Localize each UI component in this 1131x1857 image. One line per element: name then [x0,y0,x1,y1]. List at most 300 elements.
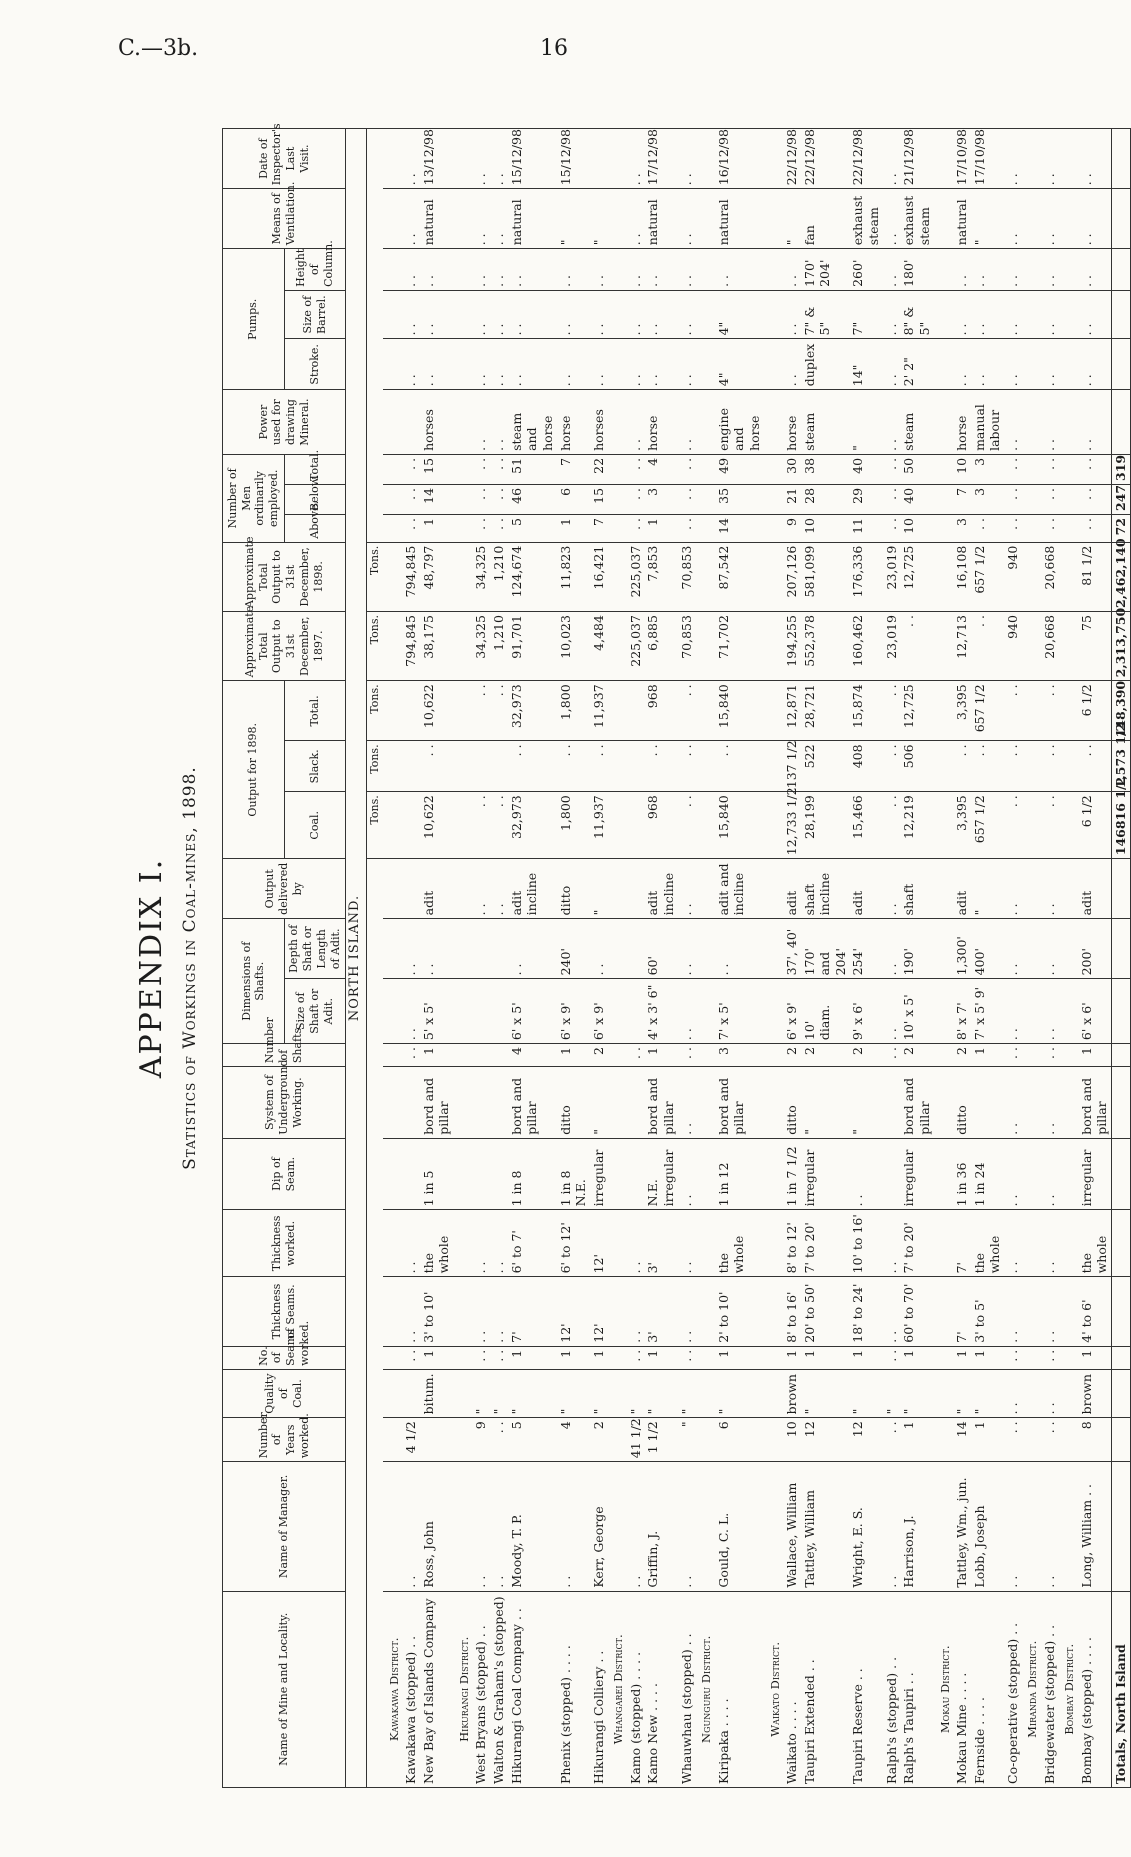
cell-name: Kamo (stopped) . . . . [627,1591,645,1787]
cell-below: 21 [783,484,801,514]
cell-a1898: 1,210 [490,542,508,611]
cell-thick: 20' to 50' [801,1277,850,1346]
cell-depth: 190' [900,919,933,979]
cell-total: 968 [644,681,677,741]
cell-column: . . [644,249,677,291]
cell-system [971,1067,1004,1139]
cell-manager: Griffin, J. [644,1462,677,1591]
cell-date: . . [1004,129,1022,189]
cell-system [627,1067,645,1139]
empty-cell [1021,681,1040,741]
cell-delivered: ditto [557,859,590,919]
cell-power: horse [953,390,971,455]
empty-cell [934,792,953,859]
empty-cell [383,612,402,681]
cell-quality: . . [1004,1369,1022,1418]
cell-above: . . [678,515,696,543]
cell-name: Kiripaka . . . . [715,1591,764,1787]
cell-years: 12 [849,1418,882,1462]
cell-stroke: . . [557,339,590,390]
cell-mtotal: . . [1004,454,1022,484]
cell-slack: . . [590,741,608,792]
cell-date: . . [1041,129,1059,189]
empty-cell [453,290,472,339]
cell-barrel: . . [508,290,557,339]
cell-system [402,1067,420,1139]
cell-delivered [402,859,420,919]
cell-dip: 1 in 12 [715,1138,764,1210]
cell-years: 4 1/2 [402,1418,420,1462]
total-total: 148,390 [1112,681,1131,741]
cell-seams: . . [678,1346,696,1369]
cell-thick: 3' to 5' [971,1277,1004,1346]
mine-row [1004,129,1022,1788]
header-approx-1897: Approximate Total Output to 31st December, 1897. [223,612,346,681]
empty-cell [764,129,783,189]
cell-manager: Harrison, J. [900,1462,933,1591]
mine-row [801,129,850,1788]
empty-cell [695,542,714,611]
cell-years: 1 [900,1418,933,1462]
cell-above: . . [402,515,420,543]
cell-mtotal: 49 [715,454,764,484]
cell-barrel: 8" & 5" [900,290,933,339]
cell-date: 15/12/98 [557,129,590,189]
cell-depth: . . [590,919,608,979]
cell-mtotal: 30 [783,454,801,484]
cell-a1898: 581,099 [801,542,850,611]
empty-cell [453,979,472,1044]
units-row [367,129,383,1788]
cell-size: 9' x 6' [849,979,882,1044]
cell-worked: 7' [953,1210,971,1277]
unit-1897: Tons. [367,612,383,681]
empty-cell [1021,1138,1040,1210]
cell-manager: . . [490,1462,508,1591]
empty-cell [1021,290,1040,339]
cell-shafts: 1 [557,1044,590,1067]
cell-barrel: . . [420,290,453,339]
cell-name: Ralph's Taupiri . . [900,1591,933,1787]
cell-coal: 968 [644,792,677,859]
cell-below: 28 [801,484,850,514]
cell-years [420,1418,453,1462]
cell-a1898: 794,845 [402,542,420,611]
cell-manager: Gould, C. L. [715,1462,764,1591]
empty-cell [764,919,783,979]
empty-cell [764,1418,783,1462]
cell-stroke: . . [953,339,971,390]
header-ventilation: Means of Ventilation. [223,189,346,249]
empty-cell [1058,189,1077,249]
cell-slack: . . [678,741,696,792]
cell-depth [490,919,508,979]
cell-size: 6' x 6' [1078,979,1112,1044]
empty-cell [453,339,472,390]
table-subtitle: Statistics of Workings in Coal-mines, 1898. [180,766,200,1170]
cell-quality: " [644,1369,677,1418]
cell-stroke: . . [1078,339,1112,390]
cell-date: 21/12/98 [900,129,933,189]
empty-cell [764,189,783,249]
cell-column: 170' 204' [801,249,850,291]
total-column [1112,249,1131,291]
cell-worked: the whole [420,1210,453,1277]
cell-size: 5' x 5' [420,979,453,1044]
cell-worked: . . [402,1210,420,1277]
cell-system: bord and pillar [508,1067,557,1139]
empty-cell [607,612,626,681]
cell-column: 260' [849,249,882,291]
cell-stroke: . . [508,339,557,390]
cell-vent: . . [472,189,490,249]
cell-dip: 1 in 8 [508,1138,557,1210]
cell-worked: . . [883,1210,901,1277]
empty-cell [607,515,626,543]
cell-mtotal: 38 [801,454,850,484]
cell-delivered: . . [1004,859,1022,919]
empty-cell [383,339,402,390]
total-slack: 1,573 1/2 [1112,741,1131,792]
cell-column: . . [557,249,590,291]
cell-a1898: 7,853 [644,542,677,611]
cell-manager: Ross, John [420,1462,453,1591]
cell-coal: 11,937 [590,792,608,859]
cell-power: . . [490,390,508,455]
cell-slack: . . [953,741,971,792]
cell-size [490,979,508,1044]
cell-a1897: 4,484 [590,612,608,681]
empty-cell [1058,454,1077,484]
cell-below: . . [490,484,508,514]
cell-date [590,129,608,189]
empty-cell [453,612,472,681]
mine-row [627,129,645,1788]
cell-dip: irregular [900,1138,933,1210]
cell-shafts: 2 [783,1044,801,1067]
cell-dip: 1 in 5 [420,1138,453,1210]
cell-vent: . . [627,189,645,249]
header-thickness-worked: Thickness worked. [223,1210,346,1277]
cell-delivered: . . [1041,859,1059,919]
cell-thick: . . [402,1277,420,1346]
cell-a1897: 75 [1078,612,1112,681]
total-below: 247 [1112,484,1131,514]
empty-cell [695,1462,714,1591]
empty-cell [607,129,626,189]
cell-manager: Tattley, Wm., jun. [953,1462,971,1591]
cell-stroke: . . [1004,339,1022,390]
empty-cell [1021,792,1040,859]
cell-mtotal: . . [490,454,508,484]
cell-barrel: . . [627,290,645,339]
cell-slack: . . [420,741,453,792]
cell-barrel: . . [1004,290,1022,339]
cell-stroke: . . [678,339,696,390]
cell-size: . . [402,979,420,1044]
empty-cell [1058,741,1077,792]
cell-above: . . [472,515,490,543]
cell-depth: 170' and 204' [801,919,850,979]
empty-cell [1058,1369,1077,1418]
coal-mines-statistics-table [222,123,1131,1788]
cell-dip: 1 in 7 1/2 [783,1138,801,1210]
empty-cell [764,792,783,859]
cell-mtotal: . . [1078,454,1112,484]
cell-quality: brown [1078,1369,1112,1418]
cell-thick: . . [472,1277,490,1346]
cell-slack [472,741,490,792]
cell-dip [627,1138,645,1210]
cell-vent: natural [508,189,557,249]
cell-a1898: 81 1/2 [1078,542,1112,611]
empty-cell [453,1369,472,1418]
cell-above: 5 [508,515,557,543]
cell-total: 15,840 [715,681,764,741]
cell-column: . . [1078,249,1112,291]
cell-a1898: 16,108 [953,542,971,611]
cell-mtotal: 15 [420,454,453,484]
cell-stroke: . . [644,339,677,390]
cell-depth: . . [715,919,764,979]
cell-shafts: 1 [971,1044,1004,1067]
cell-delivered: shaft incline [801,859,850,919]
cell-worked: . . [1041,1210,1059,1277]
cell-a1898: 124,674 [508,542,557,611]
empty-cell [1021,1044,1040,1067]
district-name: Miranda District. [1021,1591,1040,1787]
cell-manager: Long, William . . [1078,1462,1112,1591]
cell-dip [490,1138,508,1210]
unit-1898: Tons. [367,542,383,611]
cell-dip: . . [1004,1138,1022,1210]
header-below: Below. [284,484,346,514]
cell-shafts: 2 [590,1044,608,1067]
empty-cell [1021,129,1040,189]
cell-above: . . [490,515,508,543]
cell-column: . . [420,249,453,291]
cell-below: 46 [508,484,557,514]
empty-cell [695,515,714,543]
empty-cell [383,1067,402,1139]
cell-system: bord and pillar [1078,1067,1112,1139]
cell-coal: 657 1/2 [971,792,1004,859]
cell-a1897: 20,668 [1041,612,1059,681]
empty-cell [695,1044,714,1067]
cell-size: 6' x 9' [783,979,801,1044]
cell-manager: . . [472,1462,490,1591]
cell-stroke: . . [883,339,901,390]
empty-cell [607,1210,626,1277]
cell-column: . . [627,249,645,291]
district-heading-row [453,129,472,1788]
empty-cell [607,290,626,339]
cell-years: . . [490,1418,508,1462]
cell-stroke: 14" [849,339,882,390]
cell-name: Bridgewater (stopped) . . [1041,1591,1059,1787]
cell-delivered: adit [420,859,453,919]
empty-cell [607,919,626,979]
cell-name: Bombay (stopped) . . . . [1078,1591,1112,1787]
cell-column: 180' [900,249,933,291]
header-no-seams: No. of Seams worked. [223,1346,346,1369]
cell-mtotal: 51 [508,454,557,484]
total-worked [1112,1210,1131,1277]
empty-cell [383,542,402,611]
empty-cell [1058,681,1077,741]
cell-a1897: 794,845 [402,612,420,681]
cell-vent: " [971,189,1004,249]
empty-cell [1058,1418,1077,1462]
empty-cell [383,454,402,484]
empty-cell [934,1462,953,1591]
cell-years: 6 [715,1418,764,1462]
cell-barrel: . . [472,290,490,339]
cell-quality: " [849,1369,882,1418]
cell-date: 16/12/98 [715,129,764,189]
empty-cell [695,129,714,189]
cell-barrel: . . [1078,290,1112,339]
cell-depth: . . [883,919,901,979]
cell-slack [490,741,508,792]
cell-vent: exhaust steam [849,189,882,249]
cell-above: 3 [953,515,971,543]
cell-a1898: 657 1/2 [971,542,1004,611]
empty-cell [1021,249,1040,291]
cell-quality: " [953,1369,971,1418]
cell-below: . . [678,484,696,514]
district-heading-row [695,129,714,1788]
cell-depth: 60' [644,919,677,979]
cell-below: . . [627,484,645,514]
cell-above: 9 [783,515,801,543]
total-depth [1112,919,1131,979]
cell-delivered: adit [1078,859,1112,919]
empty-cell [1058,290,1077,339]
cell-shafts: 2 [900,1044,933,1067]
empty-cell [695,979,714,1044]
cell-slack: 506 [900,741,933,792]
cell-name: Phenix (stopped) . . . . [557,1591,590,1787]
cell-slack: . . [557,741,590,792]
cell-size: 8' x 7' [953,979,971,1044]
cell-delivered: adit [849,859,882,919]
empty-cell [764,979,783,1044]
cell-above: . . [1041,515,1059,543]
cell-slack [627,741,645,792]
cell-below: . . [472,484,490,514]
cell-barrel: . . [590,290,608,339]
cell-total: 1,800 [557,681,590,741]
cell-vent: . . [402,189,420,249]
header-above: Above. [284,515,346,543]
empty-cell [695,1346,714,1369]
district-name: Bombay District. [1058,1591,1077,1787]
cell-delivered: adit incline [644,859,677,919]
cell-quality [402,1369,420,1418]
empty-cell [607,1369,626,1418]
cell-delivered: adit [783,859,801,919]
header-coal: Coal. [284,792,346,859]
empty-cell [695,792,714,859]
cell-power: steam and horse [508,390,557,455]
empty-cell [453,1067,472,1139]
cell-name: Co-operative (stopped) . . [1004,1591,1022,1787]
empty-cell [934,189,953,249]
totals-label: Totals, North Island [1112,1591,1131,1787]
cell-seams: 1 [971,1346,1004,1369]
cell-thick: 4' to 6' [1078,1277,1112,1346]
cell-seams: . . [402,1346,420,1369]
empty-cell [383,249,402,291]
cell-column: . . [883,249,901,291]
cell-mtotal: 50 [900,454,933,484]
cell-total: . . [490,681,508,741]
cell-above: 11 [849,515,882,543]
cell-years: . . [1004,1418,1022,1462]
cell-above: . . [883,515,901,543]
cell-slack: 137 1/2 [783,741,801,792]
cell-power [402,390,420,455]
mine-row [953,129,971,1788]
empty-cell [383,484,402,514]
cell-stroke: . . [627,339,645,390]
totals-row [1112,129,1131,1788]
cell-barrel: . . [971,290,1004,339]
empty-cell [453,792,472,859]
total-years [1112,1418,1131,1462]
empty-cell [1021,454,1040,484]
cell-power: . . [1041,390,1059,455]
cell-total: 12,871 [783,681,801,741]
cell-date: . . [883,129,901,189]
empty-cell [695,1418,714,1462]
cell-date: 22/12/98 [849,129,882,189]
cell-worked: 6' to 7' [508,1210,557,1277]
appendix-title: APPENDIX I. [134,857,169,1079]
cell-barrel: . . [644,290,677,339]
total-size [1112,979,1131,1044]
cell-slack: 408 [849,741,882,792]
cell-a1897: 91,701 [508,612,557,681]
cell-delivered: adit incline [508,859,557,919]
empty-cell [764,1346,783,1369]
cell-shafts: 1 [420,1044,453,1067]
empty-cell [1058,859,1077,919]
cell-date: 17/12/98 [644,129,677,189]
empty-cell [1021,1067,1040,1139]
cell-name: Ralph's (stopped) . . [883,1591,901,1787]
cell-stroke: 4" [715,339,764,390]
empty-cell [607,454,626,484]
district-heading-row [1058,129,1077,1788]
cell-vent: natural [953,189,971,249]
cell-seams: 1 [849,1346,882,1369]
cell-a1898: 16,421 [590,542,608,611]
empty-cell [934,390,953,455]
cell-shafts: 3 [715,1044,764,1067]
cell-stroke: . . [420,339,453,390]
cell-barrel: . . [557,290,590,339]
cell-name: Taupiri Extended . . [801,1591,850,1787]
empty-cell [934,454,953,484]
district-name: Whangarei District. [607,1591,626,1787]
cell-quality: . . [1041,1369,1059,1418]
cell-seams: . . [627,1346,645,1369]
mine-row [883,129,901,1788]
cell-system [883,1067,901,1139]
empty-cell [383,1277,402,1346]
